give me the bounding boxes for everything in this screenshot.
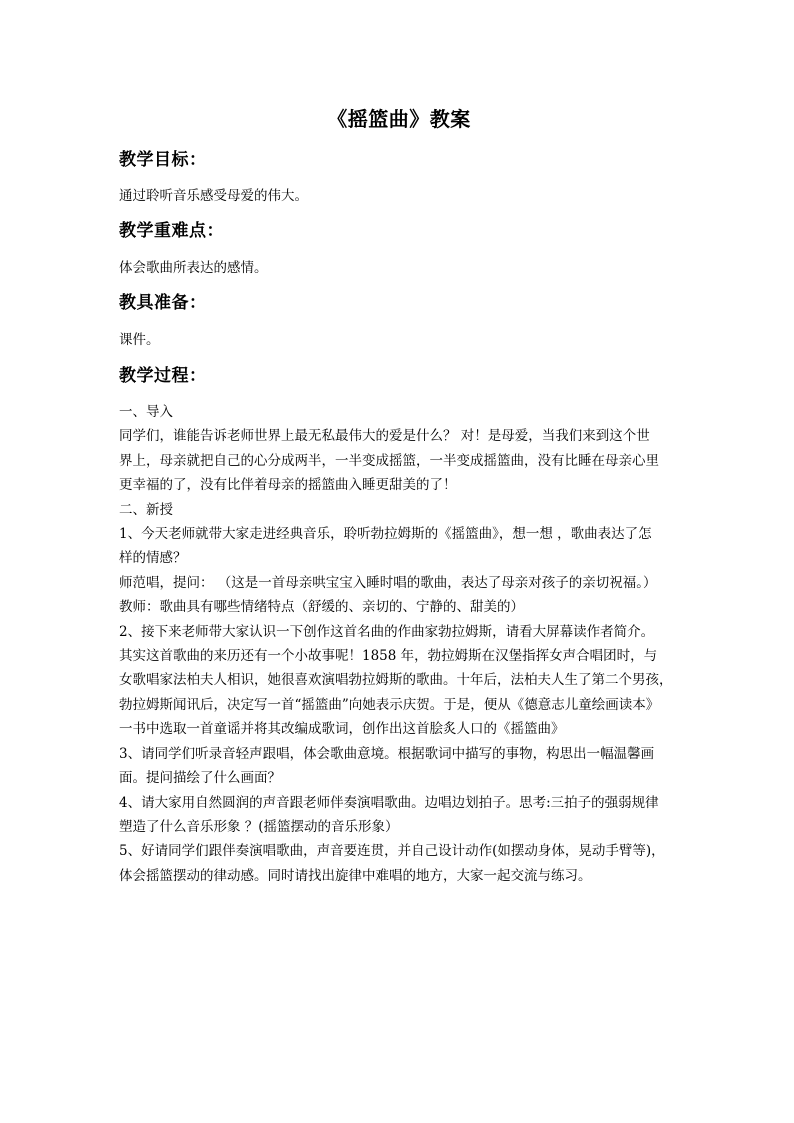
step4-line: 塑造了什么音乐形象 ？(摇篮摆动的音乐形象）: [119, 818, 399, 835]
teacher-question-line: 教师：歌曲具有哪些情绪特点（舒缓的、亲切的、宁静的、甜美的）: [119, 599, 524, 616]
step3-line: 面。提问描绘了什么画面？: [119, 770, 281, 787]
intro-line: 界上，母亲就把自己的心分成两半，一半变成摇篮，一半变成摇篮曲，没有比睡在母亲心里: [119, 452, 659, 469]
step2-line: 其实这首歌曲的来历还有一个小故事呢！1858 年，勃拉姆斯在汉堡指挥女声合唱团时，与: [119, 648, 658, 665]
teaching-goals-text: [119, 184, 679, 208]
step4-line: 4、请大家用自然圆润的声音跟老师伴奏演唱歌曲。边唱边划拍子。思考:三拍子的强弱规律: [119, 794, 659, 811]
step1-line: 样的情感？: [119, 550, 187, 567]
step2-line: 女歌唱家法柏夫人相识，她很喜欢演唱勃拉姆斯的歌曲。十年后，法柏夫人生了第二个男孩，: [119, 672, 673, 689]
step2-line: 2、接下来老师带大家认识一下创作这首名曲的作曲家勃拉姆斯，请看大屏幕读作者简介。: [119, 623, 655, 640]
intro-line: 更幸福的了，没有比伴着母亲的摇篮曲入睡更甜美的了！: [119, 477, 457, 494]
step5-line: 5、好请同学们跟伴奏演唱歌曲，声音要连贯，并自己设计动作(如摆动身体，晃动手臂等)，: [119, 843, 665, 860]
key-points-text: [119, 256, 679, 280]
teaching-aids-text: [119, 328, 679, 352]
intro-line: 同学们，谁能告诉老师世界上最无私最伟大的爱是什么？ 对！是母爱，当我们来到这个世: [119, 428, 650, 445]
document-title: 《摇篮曲》教案: [327, 107, 471, 131]
process-body: [119, 400, 679, 888]
paragraph-line: 通过聆听音乐感受母爱的伟大。: [119, 188, 308, 204]
paragraph-line: 体会歌曲所表达的感情。: [119, 260, 268, 276]
step3-line: 3、请同学们听录音轻声跟唱，体会歌曲意境。根据歌词中描写的事物，构思出一幅温馨画: [119, 745, 655, 762]
step1-line: 1、今天老师就带大家走进经典音乐，聆听勃拉姆斯的《摇篮曲》，想一想 ，歌曲表达了怎: [119, 526, 652, 543]
teacher-demo-line: 师范唱，提问： （这是一首母亲哄宝宝入睡时唱的歌曲，表达了母亲对孩子的亲切祝福。）: [119, 574, 657, 591]
step5-line: 体会摇篮摆动的律动感。同时请找出旋律中难唱的地方，大家一起交流与练习。: [119, 867, 592, 884]
step2-line: 勃拉姆斯闻讯后，决定写一首“摇篮曲”向她表示庆贺。于是，便从《德意志儿童绘画读本》: [119, 696, 660, 713]
new-lesson-label: 二、新授: [119, 501, 173, 518]
heading-teaching-goals: 教学目标：: [119, 150, 207, 170]
heading-key-points: 教学重难点：: [119, 221, 224, 241]
heading-teaching-process: 教学过程：: [119, 366, 207, 386]
intro-label: 一、导入: [119, 404, 173, 420]
heading-teaching-aids: 教具准备：: [119, 293, 207, 313]
paragraph-line: 课件。: [119, 332, 160, 348]
step2-line: 一书中选取一首童谣并将其改编成歌词，创作出这首脍炙人口的《摇篮曲》: [119, 721, 565, 738]
